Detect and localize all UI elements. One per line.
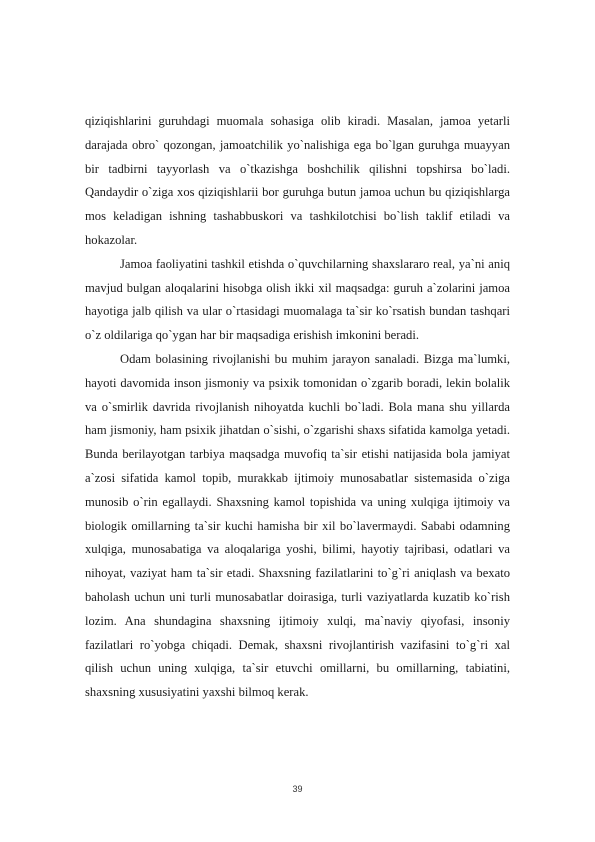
body-text: [85, 110, 510, 705]
paragraph-3: Odam bolasining rivojlanishi bu muhim jarayon sanaladi. Bizga ma`lumki, hayoti davomida inson jismoniy va psixik tomonidan o`zgarib boradi, lekin bolalik va o`smirlik davrida rivojlanish nihoyatda kuchli bo`ladi. Bola mana shu yillarda ham jismoniy, ham psixik jihatdan o`sishi, o`zgarishi shaxs sifatida kamolga yetadi. Bunda berilayotgan tarbiya maqsadga muvofiq ta`sir etishi natijasida bola jamiyat a`zosi sifatida kamol topib, murakkab ijtimoiy munosabatlar sistemasida o`ziga munosib o`rin egallaydi. Shaxsning kamol topishida va uning xulqiga ijtimoiy va biologik omillarning ta`sir kuchi hamisha bir xil bo`lavermaydi. Sababi odamning xulqiga, munosabatiga va aloqalariga yoshi, bilimi, hayotiy tajribasi, odatlari va nihoyat, vaziyat ham ta`sir etadi. Shaxsning fazilatlarini to`g`ri aniqlash va bexato baholash uchun uni turli munosabatlar doirasiga, turli vaziyatlarda kuzatib ko`rish lozim. Ana shundagina shaxsning ijtimoiy xulqi, ma`naviy qiyofasi, insoniy fazilatlari ro`yobga chiqadi. Demak, shaxsni rivojlantirish vazifasini to`g`ri xal qilish uchun uning xulqiga, ta`sir etuvchi omillarni, bu omillarning, tabiatini, shaxsning xususiyatini yaxshi bilmoq kerak.: [85, 351, 510, 700]
paragraph-1: qiziqishlarini guruhdagi muomala sohasiga olib kiradi. Masalan, jamoa yetarli darajada obro` qozongan, jamoatchilik yo`nalishiga ega bo`lgan guruhga muayyan bir tadbirni tayyorlash va o`tkazishga boshchilik qilishni topshirsa bo`ladi. Qandaydir o`ziga xos qiziqishlarii bor guruhga butun jamoa uchun bu qiziqishlarga mos keladigan ishning tashabbuskori va tashkilotchisi bo`lish taklif etiladi va hokazolar.: [85, 114, 510, 247]
paragraph-2: Jamoa faoliyatini tashkil etishda o`quvchilarning shaxslararo real, ya`ni aniq mavjud bulgan aloqalarini hisobga olish ikki xil maqsadga: guruh a`zolarini jamoa hayotiga jalb qilish va ular o`rtasidagi muomalaga ta`sir ko`rsatish bundan tashqari o`z oldilariga qo`ygan har bir maqsadiga erishish imkonini beradi.: [85, 256, 510, 343]
page-number: 39: [292, 784, 303, 794]
